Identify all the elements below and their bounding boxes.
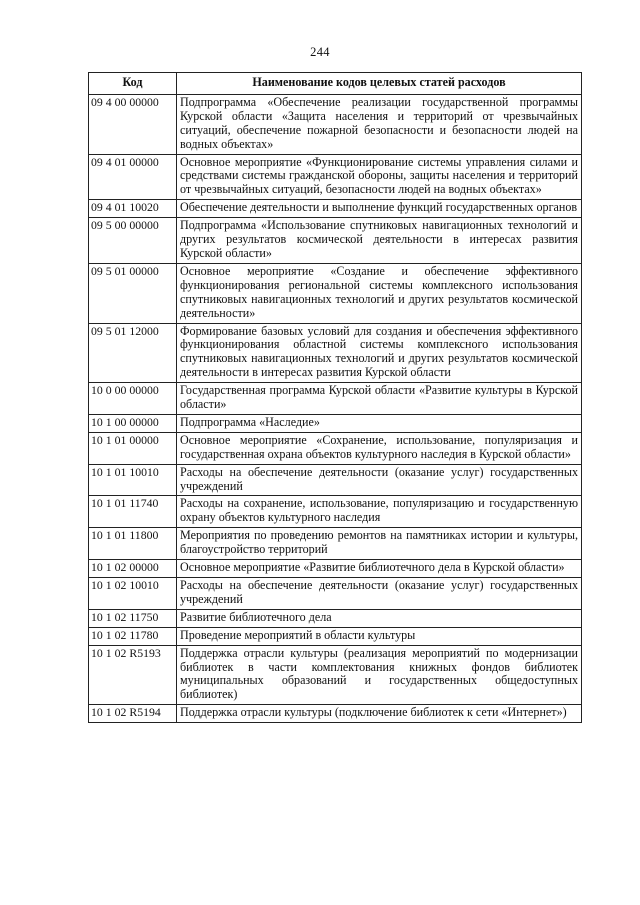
table-row bbox=[89, 432, 582, 464]
code-cell: 10 1 02 10010 bbox=[89, 578, 177, 610]
code-cell: 10 1 00 00000 bbox=[89, 414, 177, 432]
name-cell: Основное мероприятие «Развитие библиотечного дела в Курской области» bbox=[177, 560, 582, 578]
table-body bbox=[89, 94, 582, 722]
header-name: Наименование кодов целевых статей расходов bbox=[177, 73, 582, 95]
page-number: 244 bbox=[310, 45, 330, 59]
table-row bbox=[89, 154, 582, 200]
name-cell: Формирование базовых условий для создания и обеспечения эффективного функционирования областной системы комплексного использования спутниковых навигационных технологий и других результатов космической деятельности в интересах развития Курской области bbox=[177, 323, 582, 383]
table-row bbox=[89, 383, 582, 415]
name-cell: Основное мероприятие «Сохранение, использование, популяризация и государственная охрана объектов культурного наследия в Курской области» bbox=[177, 432, 582, 464]
table-header bbox=[89, 73, 582, 95]
table-row bbox=[89, 94, 582, 154]
table-row bbox=[89, 263, 582, 323]
name-cell: Обеспечение деятельности и выполнение функций государственных органов bbox=[177, 200, 582, 218]
table-row bbox=[89, 560, 582, 578]
code-cell: 09 5 00 00000 bbox=[89, 218, 177, 264]
name-cell: Государственная программа Курской области «Развитие культуры в Курской области» bbox=[177, 383, 582, 415]
table-row bbox=[89, 578, 582, 610]
code-cell: 10 1 02 00000 bbox=[89, 560, 177, 578]
table-row bbox=[89, 645, 582, 705]
name-cell: Подпрограмма «Использование спутниковых навигационных технологий и других результатов космической деятельности в интересах развития Курской области» bbox=[177, 218, 582, 264]
table-row bbox=[89, 627, 582, 645]
code-cell: 10 1 01 00000 bbox=[89, 432, 177, 464]
table-row bbox=[89, 218, 582, 264]
code-cell: 09 4 00 00000 bbox=[89, 94, 177, 154]
name-cell: Поддержка отрасли культуры (реализация мероприятий по модернизации библиотек в части комплектования книжных фондов библиотек муниципальных образований и государственных общедоступных библиотек) bbox=[177, 645, 582, 705]
name-cell: Поддержка отрасли культуры (подключение библиотек к сети «Интернет») bbox=[177, 705, 582, 723]
name-cell: Расходы на обеспечение деятельности (оказание услуг) государственных учреждений bbox=[177, 464, 582, 496]
code-cell: 10 1 01 11800 bbox=[89, 528, 177, 560]
header-code: Код bbox=[89, 73, 177, 95]
name-cell: Расходы на сохранение, использование, популяризацию и государственную охрану объектов культурного наследия bbox=[177, 496, 582, 528]
table-row bbox=[89, 609, 582, 627]
name-cell: Подпрограмма «Наследие» bbox=[177, 414, 582, 432]
target-expense-codes-table bbox=[88, 72, 582, 723]
table-row bbox=[89, 464, 582, 496]
code-cell: 10 1 01 11740 bbox=[89, 496, 177, 528]
code-cell: 09 5 01 12000 bbox=[89, 323, 177, 383]
code-cell: 10 1 02 R5193 bbox=[89, 645, 177, 705]
code-cell: 09 4 01 10020 bbox=[89, 200, 177, 218]
code-cell: 10 1 01 10010 bbox=[89, 464, 177, 496]
code-cell: 10 1 02 11780 bbox=[89, 627, 177, 645]
name-cell: Проведение мероприятий в области культуры bbox=[177, 627, 582, 645]
table-row bbox=[89, 705, 582, 723]
code-cell: 09 4 01 00000 bbox=[89, 154, 177, 200]
header-row bbox=[89, 73, 582, 95]
name-cell: Расходы на обеспечение деятельности (оказание услуг) государственных учреждений bbox=[177, 578, 582, 610]
name-cell: Основное мероприятие «Создание и обеспечение эффективного функционирования региональной системы комплексного использования спутниковых навигационных технологий и других результатов космической деятельности» bbox=[177, 263, 582, 323]
table-row bbox=[89, 528, 582, 560]
table-row bbox=[89, 414, 582, 432]
table-row bbox=[89, 200, 582, 218]
name-cell: Мероприятия по проведению ремонтов на памятниках истории и культуры, благоустройство территорий bbox=[177, 528, 582, 560]
table-row bbox=[89, 323, 582, 383]
code-cell: 10 1 02 R5194 bbox=[89, 705, 177, 723]
code-cell: 09 5 01 00000 bbox=[89, 263, 177, 323]
name-cell: Основное мероприятие «Функционирование системы управления силами и средствами системы гражданской обороны, защиты населения и территорий от чрезвычайных ситуаций, безопасности людей на водных объектах» bbox=[177, 154, 582, 200]
table-row bbox=[89, 496, 582, 528]
name-cell: Развитие библиотечного дела bbox=[177, 609, 582, 627]
name-cell: Подпрограмма «Обеспечение реализации государственной программы Курской области «Защита населения и территорий от чрезвычайных ситуаций, обеспечение пожарной безопасности и безопасности людей на водных объектах» bbox=[177, 94, 582, 154]
code-cell: 10 0 00 00000 bbox=[89, 383, 177, 415]
code-cell: 10 1 02 11750 bbox=[89, 609, 177, 627]
